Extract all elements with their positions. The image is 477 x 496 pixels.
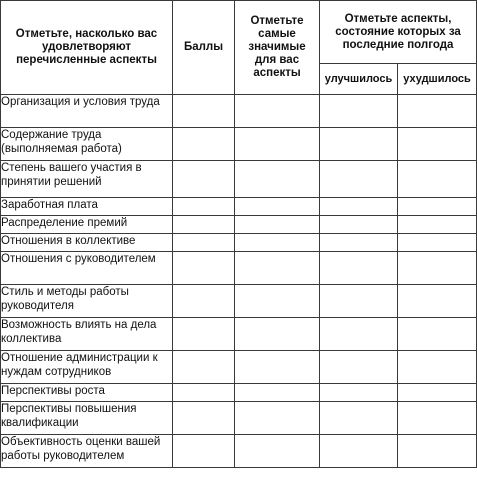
worsened-cell[interactable] — [398, 216, 477, 234]
improved-cell[interactable] — [320, 95, 398, 128]
row-label: Перспективы роста — [1, 384, 173, 402]
table-row — [1, 384, 477, 402]
table-row — [1, 351, 477, 384]
table-row — [1, 318, 477, 351]
important-cell[interactable] — [235, 234, 320, 252]
table-row — [1, 216, 477, 234]
header-worsened: ухудшилось — [398, 64, 477, 95]
row-label: Содержание труда (выполняемая работа) — [1, 128, 173, 161]
improved-cell[interactable] — [320, 402, 398, 435]
points-cell[interactable] — [173, 128, 235, 161]
row-label: Объективность оценки вашей работы руководителем — [1, 435, 173, 468]
points-cell[interactable] — [173, 285, 235, 318]
points-cell[interactable] — [173, 252, 235, 285]
improved-cell[interactable] — [320, 318, 398, 351]
important-cell[interactable] — [235, 285, 320, 318]
points-cell[interactable] — [173, 216, 235, 234]
header-aspects: Отметьте, насколько вас удовлетворяют перечисленные аспекты — [1, 1, 173, 95]
table-row — [1, 435, 477, 468]
improved-cell[interactable] — [320, 435, 398, 468]
worsened-cell[interactable] — [398, 435, 477, 468]
points-cell[interactable] — [173, 161, 235, 198]
important-cell[interactable] — [235, 216, 320, 234]
points-cell[interactable] — [173, 402, 235, 435]
worsened-cell[interactable] — [398, 128, 477, 161]
important-cell[interactable] — [235, 198, 320, 216]
worsened-cell[interactable] — [398, 252, 477, 285]
worsened-cell[interactable] — [398, 285, 477, 318]
row-label: Заработная плата — [1, 198, 173, 216]
row-label: Возможность влиять на дела коллектива — [1, 318, 173, 351]
table-row — [1, 234, 477, 252]
table-row — [1, 252, 477, 285]
important-cell[interactable] — [235, 252, 320, 285]
improved-cell[interactable] — [320, 234, 398, 252]
table-row — [1, 161, 477, 198]
points-cell[interactable] — [173, 351, 235, 384]
header-points: Баллы — [173, 1, 235, 95]
points-cell[interactable] — [173, 318, 235, 351]
worsened-cell[interactable] — [398, 95, 477, 128]
improved-cell[interactable] — [320, 161, 398, 198]
row-label: Распределение премий — [1, 216, 173, 234]
points-cell[interactable] — [173, 435, 235, 468]
worsened-cell[interactable] — [398, 161, 477, 198]
table-row — [1, 402, 477, 435]
points-cell[interactable] — [173, 384, 235, 402]
improved-cell[interactable] — [320, 198, 398, 216]
important-cell[interactable] — [235, 318, 320, 351]
improved-cell[interactable] — [320, 384, 398, 402]
points-cell[interactable] — [173, 234, 235, 252]
worsened-cell[interactable] — [398, 384, 477, 402]
worsened-cell[interactable] — [398, 351, 477, 384]
worsened-cell[interactable] — [398, 318, 477, 351]
improved-cell[interactable] — [320, 285, 398, 318]
improved-cell[interactable] — [320, 351, 398, 384]
worsened-cell[interactable] — [398, 234, 477, 252]
row-label: Организация и условия труда — [1, 95, 173, 128]
row-label: Степень вашего участия в принятии решений — [1, 161, 173, 198]
points-cell[interactable] — [173, 198, 235, 216]
table-row — [1, 128, 477, 161]
header-changes: Отметьте аспекты, состояние которых за последние полгода — [320, 1, 477, 64]
improved-cell[interactable] — [320, 128, 398, 161]
row-label: Стиль и методы работы руководителя — [1, 285, 173, 318]
improved-cell[interactable] — [320, 216, 398, 234]
row-label: Отношения в коллективе — [1, 234, 173, 252]
row-label: Отношение администрации к нуждам сотрудников — [1, 351, 173, 384]
important-cell[interactable] — [235, 435, 320, 468]
important-cell[interactable] — [235, 95, 320, 128]
improved-cell[interactable] — [320, 252, 398, 285]
row-label: Перспективы повышения квалификации — [1, 402, 173, 435]
table-row — [1, 285, 477, 318]
table-row — [1, 95, 477, 128]
table-row — [1, 198, 477, 216]
header-important: Отметьте самые значимые для вас аспекты — [235, 1, 320, 95]
worsened-cell[interactable] — [398, 402, 477, 435]
important-cell[interactable] — [235, 402, 320, 435]
header-improved: улучшилось — [320, 64, 398, 95]
important-cell[interactable] — [235, 351, 320, 384]
row-label: Отношения с руководителем — [1, 252, 173, 285]
important-cell[interactable] — [235, 161, 320, 198]
important-cell[interactable] — [235, 128, 320, 161]
worsened-cell[interactable] — [398, 198, 477, 216]
points-cell[interactable] — [173, 95, 235, 128]
important-cell[interactable] — [235, 384, 320, 402]
